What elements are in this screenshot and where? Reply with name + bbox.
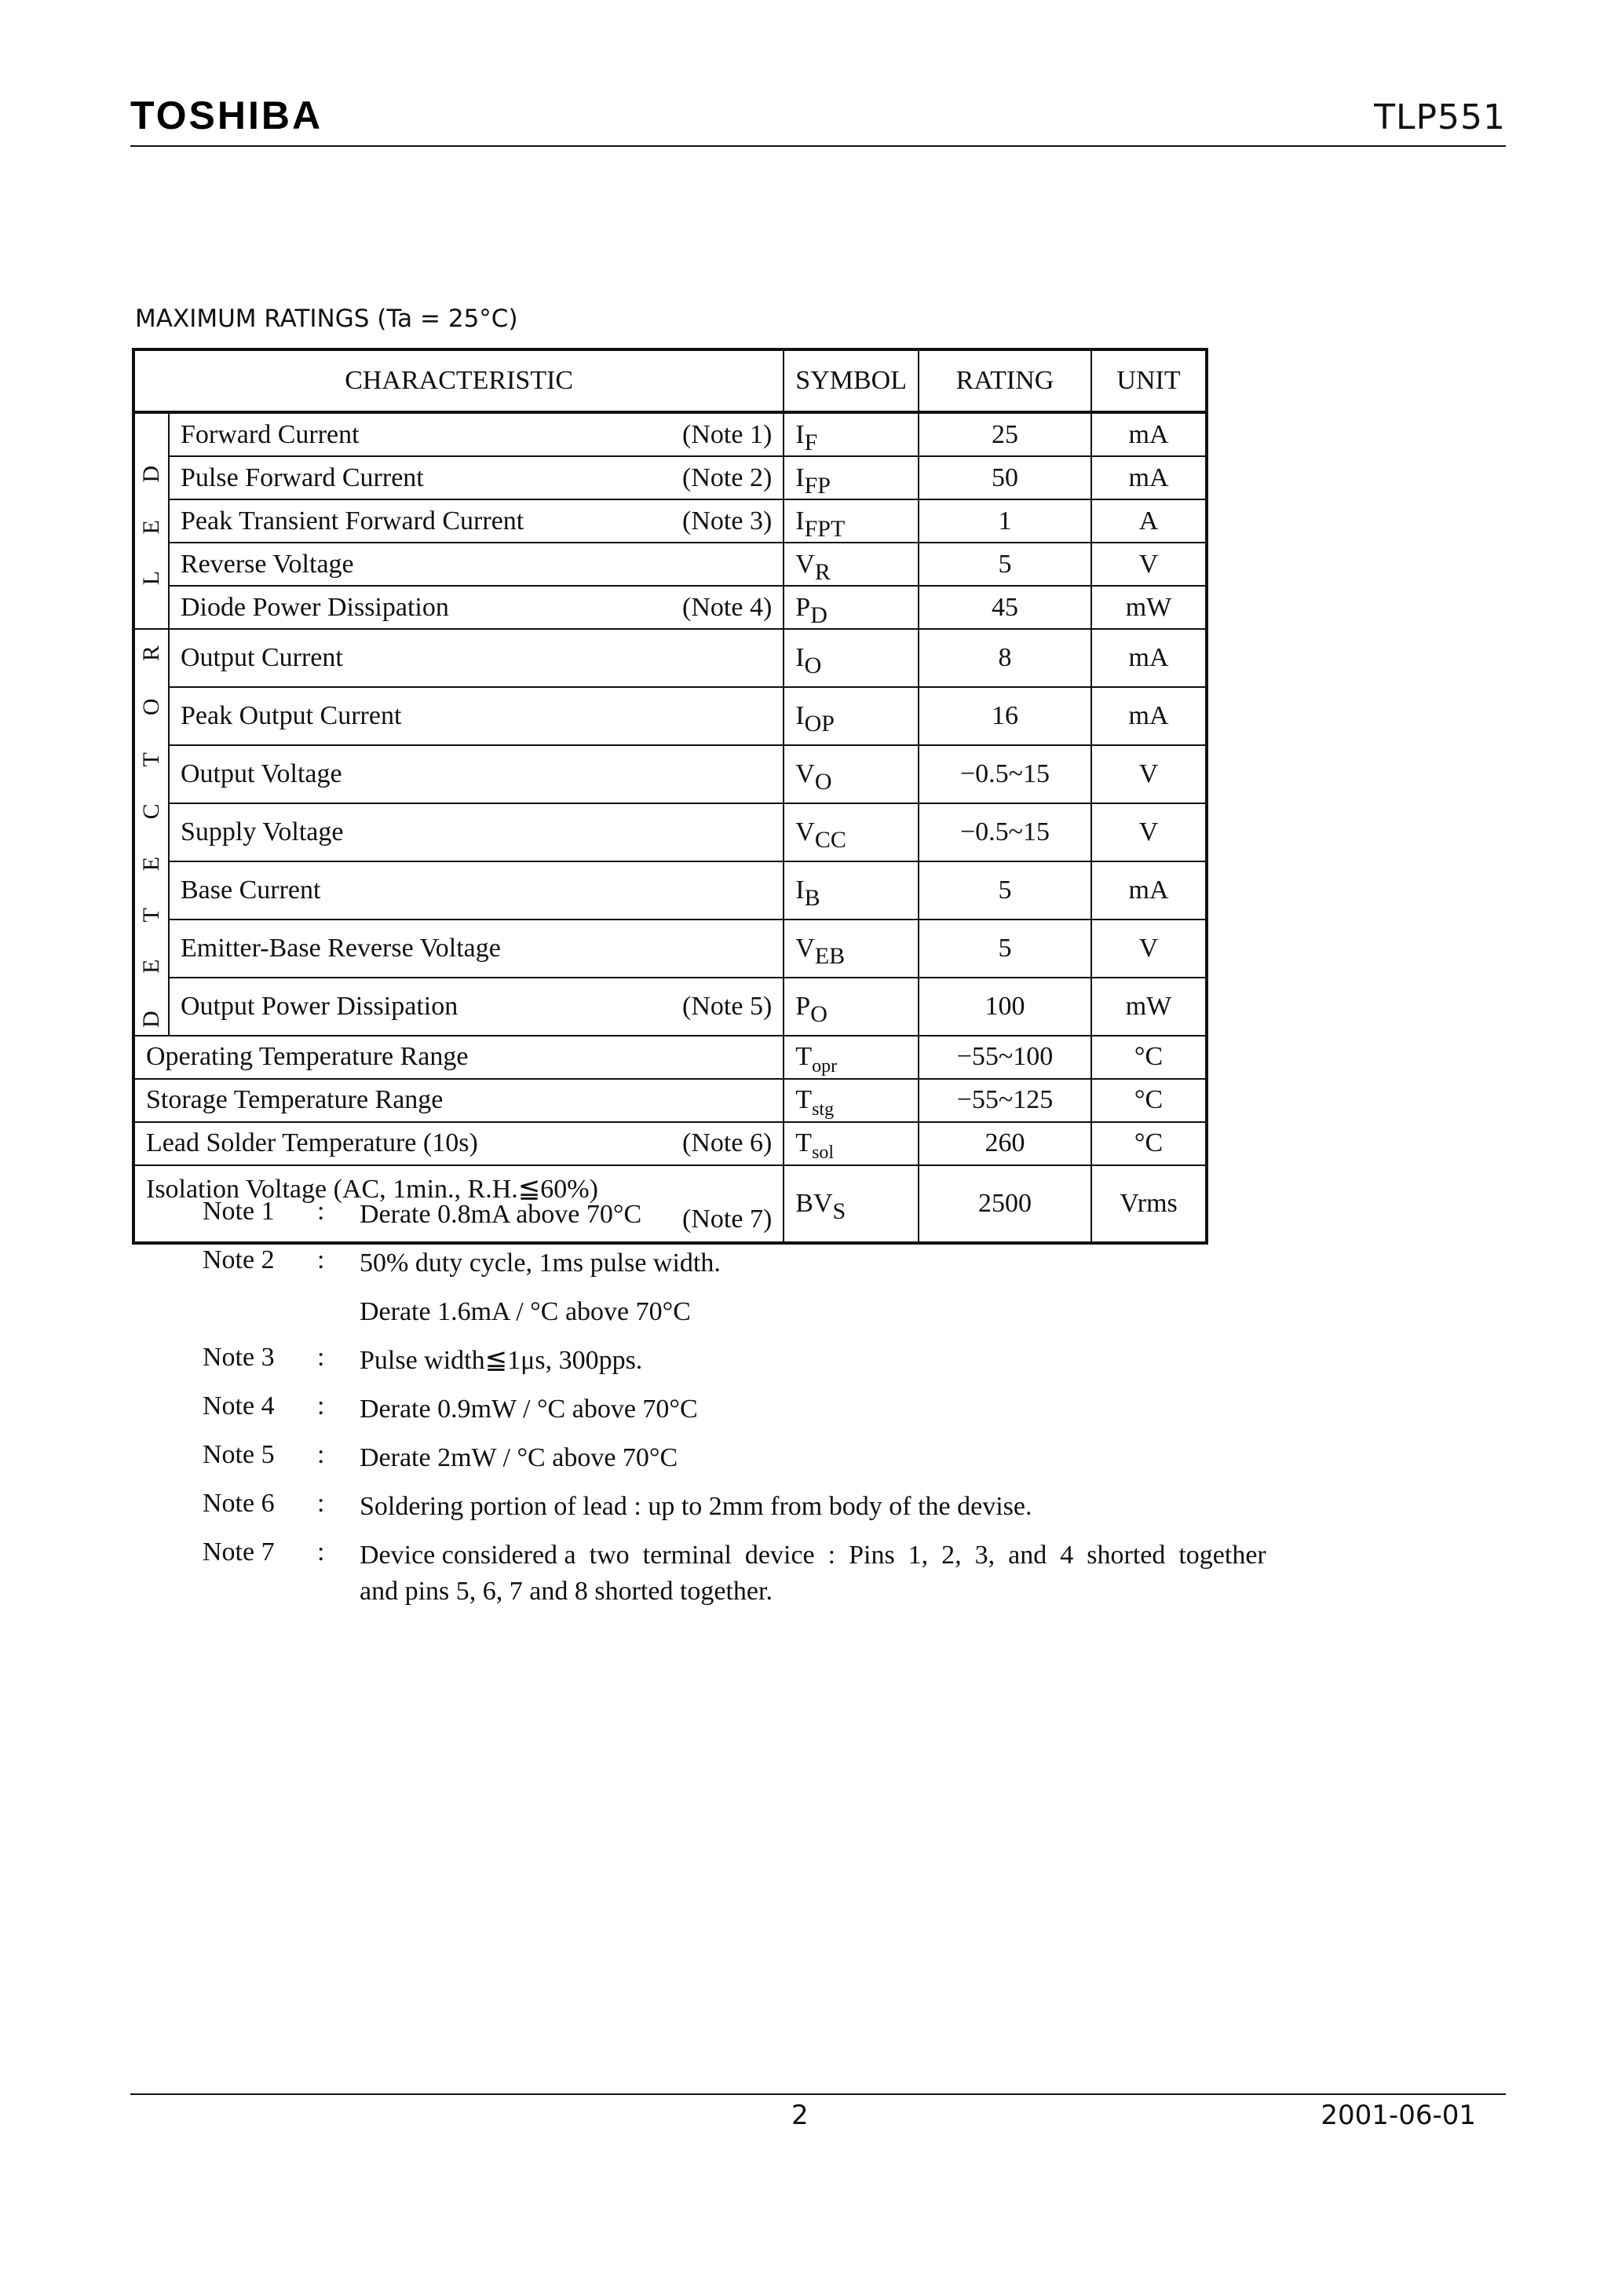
row-unit: V bbox=[1091, 543, 1207, 586]
row-rating: −0.5~15 bbox=[919, 745, 1091, 803]
row-symbol: $T_{stg}$ bbox=[784, 1079, 919, 1122]
row-name: Output Power Dissipation bbox=[181, 991, 458, 1021]
row-symbol: BVS bbox=[784, 1165, 919, 1243]
row-rating: 260 bbox=[919, 1122, 1091, 1165]
row-symbol: VR bbox=[784, 543, 919, 586]
table-row bbox=[133, 499, 1207, 543]
note-colon: : bbox=[317, 1343, 325, 1372]
note-colon: : bbox=[317, 1197, 325, 1226]
row-rating: 5 bbox=[919, 543, 1091, 586]
row-unit: °C bbox=[1091, 1079, 1207, 1122]
section-title: MAXIMUM RATINGS (Ta = 25°C) bbox=[135, 305, 518, 333]
row-name: Storage Temperature Range bbox=[146, 1085, 444, 1115]
note-label: Note 2 bbox=[203, 1245, 275, 1274]
row-unit: °C bbox=[1091, 1036, 1207, 1079]
row-unit: Vrms bbox=[1091, 1165, 1207, 1243]
page-number: 2 bbox=[791, 2100, 809, 2131]
group-label-detector: D E T E C T O R bbox=[133, 629, 169, 1036]
note-item bbox=[203, 1391, 1430, 1440]
note-colon: : bbox=[317, 1537, 325, 1567]
row-symbol: VO bbox=[784, 745, 919, 803]
note-item bbox=[203, 1343, 1430, 1391]
table-row bbox=[133, 1079, 1207, 1122]
row-symbol: VCC bbox=[784, 803, 919, 861]
note-colon: : bbox=[317, 1391, 325, 1420]
table-row bbox=[133, 586, 1207, 629]
row-name: Forward Current bbox=[181, 419, 360, 449]
table-row bbox=[133, 919, 1207, 978]
row-rating: 16 bbox=[919, 687, 1091, 745]
note-text: Derate 0.8mA above 70°C bbox=[360, 1200, 642, 1229]
footer-rule bbox=[130, 2093, 1506, 2095]
row-rating: 2500 bbox=[919, 1165, 1091, 1243]
table-row bbox=[133, 629, 1207, 687]
note-colon: : bbox=[317, 1440, 325, 1469]
note-label: Note 5 bbox=[203, 1440, 275, 1469]
row-note: (Note 2) bbox=[682, 462, 773, 492]
row-note: (Note 7) bbox=[682, 1204, 773, 1234]
note-text: Derate 2mW / °C above 70°C bbox=[360, 1443, 678, 1472]
row-symbol: IOP bbox=[784, 687, 919, 745]
row-name: Emitter-Base Reverse Voltage bbox=[181, 933, 501, 963]
note-text: 50% duty cycle, 1ms pulse width. Derate 1.6mA / °C above 70°C bbox=[360, 1249, 721, 1326]
note-item bbox=[203, 1197, 1430, 1245]
note-label: Note 7 bbox=[203, 1537, 275, 1567]
note-item bbox=[203, 1245, 1430, 1343]
row-unit: mA bbox=[1091, 687, 1207, 745]
row-unit: V bbox=[1091, 919, 1207, 978]
table-header-row bbox=[133, 349, 1207, 412]
group-label-led: L E D bbox=[133, 412, 169, 629]
row-name: Output Voltage bbox=[181, 759, 342, 788]
column-header-characteristic: CHARACTERISTIC bbox=[133, 349, 784, 412]
note-label: Note 6 bbox=[203, 1489, 275, 1518]
table-row bbox=[133, 978, 1207, 1036]
row-rating: 1 bbox=[919, 499, 1091, 543]
row-name: Peak Transient Forward Current bbox=[181, 506, 524, 536]
revision-date: 2001-06-01 bbox=[1321, 2100, 1476, 2131]
row-name: Isolation Voltage (AC, 1min., R.H.≦60%) bbox=[146, 1174, 598, 1204]
row-symbol: IO bbox=[784, 629, 919, 687]
row-unit: mA bbox=[1091, 456, 1207, 499]
row-name: Pulse Forward Current bbox=[181, 462, 424, 492]
row-unit: V bbox=[1091, 745, 1207, 803]
row-rating: 5 bbox=[919, 861, 1091, 919]
row-name: Supply Voltage bbox=[181, 817, 344, 846]
table-row bbox=[133, 456, 1207, 499]
note-colon: : bbox=[317, 1489, 325, 1518]
row-symbol: PO bbox=[784, 978, 919, 1036]
table-row bbox=[133, 861, 1207, 919]
row-unit: mA bbox=[1091, 412, 1207, 456]
row-unit: mA bbox=[1091, 629, 1207, 687]
row-name: Output Current bbox=[181, 642, 343, 672]
row-rating: 45 bbox=[919, 586, 1091, 629]
note-text: Soldering portion of lead : up to 2mm from body of the devise. bbox=[360, 1492, 1032, 1521]
model-number: TLP551 bbox=[1374, 97, 1506, 137]
row-note: (Note 4) bbox=[682, 592, 773, 622]
note-label: Note 3 bbox=[203, 1343, 275, 1372]
notes-section bbox=[203, 1197, 1430, 1610]
note-label: Note 1 bbox=[203, 1197, 275, 1226]
row-name: Lead Solder Temperature (10s) bbox=[146, 1128, 478, 1158]
row-name: Reverse Voltage bbox=[181, 549, 354, 579]
brand-logo: TOSHIBA bbox=[130, 93, 323, 137]
maximum-ratings-table bbox=[132, 348, 1208, 1245]
row-note: (Note 1) bbox=[682, 419, 773, 449]
note-colon: : bbox=[317, 1245, 325, 1274]
row-symbol: $T_{opr}$ bbox=[784, 1036, 919, 1079]
row-name: Diode Power Dissipation bbox=[181, 592, 449, 622]
row-symbol: IB bbox=[784, 861, 919, 919]
row-unit: mA bbox=[1091, 861, 1207, 919]
column-header-unit: UNIT bbox=[1091, 349, 1207, 412]
table-row bbox=[133, 543, 1207, 586]
table-row bbox=[133, 412, 1207, 456]
row-symbol: IFP bbox=[784, 456, 919, 499]
row-symbol: IFPT bbox=[784, 499, 919, 543]
row-rating: 25 bbox=[919, 412, 1091, 456]
row-rating: 100 bbox=[919, 978, 1091, 1036]
row-rating: −55~100 bbox=[919, 1036, 1091, 1079]
table-row bbox=[133, 1122, 1207, 1165]
table-row bbox=[133, 687, 1207, 745]
row-symbol: $T_{sol}$ bbox=[784, 1122, 919, 1165]
row-rating: 5 bbox=[919, 919, 1091, 978]
row-symbol: IF bbox=[784, 412, 919, 456]
note-item bbox=[203, 1489, 1430, 1537]
row-rating: 8 bbox=[919, 629, 1091, 687]
row-rating: −0.5~15 bbox=[919, 803, 1091, 861]
table-row bbox=[133, 803, 1207, 861]
row-unit: mW bbox=[1091, 978, 1207, 1036]
column-header-symbol: SYMBOL bbox=[784, 349, 919, 412]
row-rating: −55~125 bbox=[919, 1079, 1091, 1122]
row-name: Base Current bbox=[181, 875, 321, 905]
row-name: Peak Output Current bbox=[181, 700, 402, 730]
row-unit: V bbox=[1091, 803, 1207, 861]
header-rule bbox=[130, 145, 1506, 147]
row-unit: °C bbox=[1091, 1122, 1207, 1165]
row-unit: A bbox=[1091, 499, 1207, 543]
row-name: Operating Temperature Range bbox=[146, 1042, 469, 1072]
row-note: (Note 3) bbox=[682, 506, 773, 536]
note-text: Pulse width≦1μs, 300pps. bbox=[360, 1346, 643, 1375]
row-rating: 50 bbox=[919, 456, 1091, 499]
row-note: (Note 5) bbox=[682, 991, 773, 1021]
note-item bbox=[203, 1537, 1430, 1610]
note-item bbox=[203, 1440, 1430, 1489]
note-label: Note 4 bbox=[203, 1391, 275, 1420]
table-row bbox=[133, 1036, 1207, 1079]
row-unit: mW bbox=[1091, 586, 1207, 629]
table-row bbox=[133, 745, 1207, 803]
note-text: Device considered a two terminal device : Pins 1, 2, 3, and 4 shorted together and pins 5, 6, 7 and 8 shorted together. bbox=[360, 1541, 1266, 1606]
note-text: Derate 0.9mW / °C above 70°C bbox=[360, 1395, 698, 1424]
column-header-rating: RATING bbox=[919, 349, 1091, 412]
row-symbol: VEB bbox=[784, 919, 919, 978]
row-note: (Note 6) bbox=[682, 1128, 773, 1158]
row-symbol: PD bbox=[784, 586, 919, 629]
